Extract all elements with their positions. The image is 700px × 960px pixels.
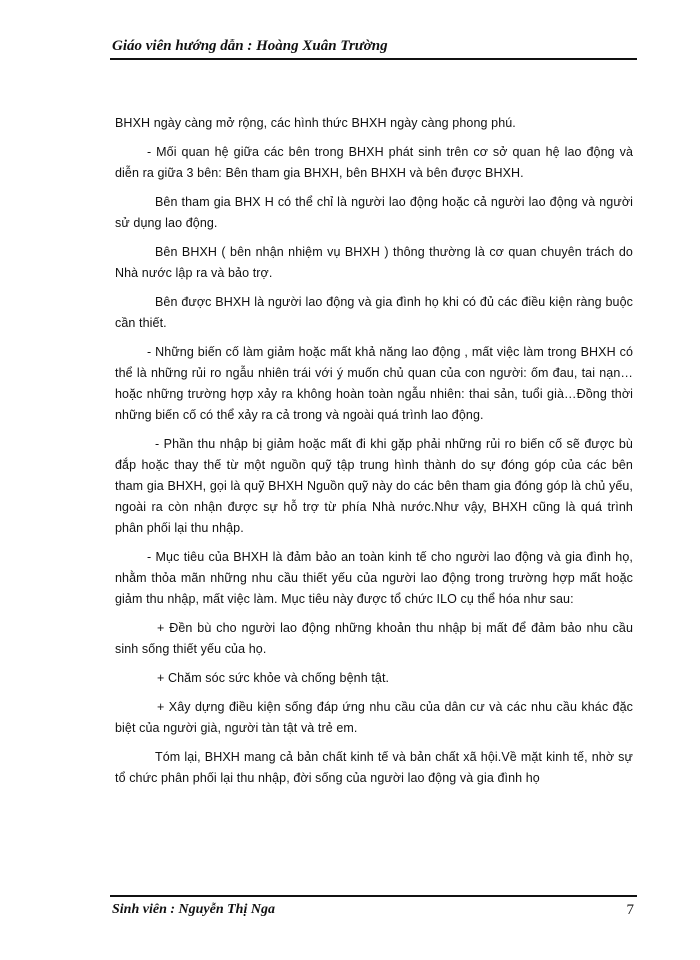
paragraph-10: + Chăm sóc sức khỏe và chống bệnh tật.: [157, 671, 390, 685]
paragraph-12: Tóm lại, BHXH mang cả bản chất kinh tế và bản chất xã hội.Về mặt kinh tế, nhờ sự tổ chức phân phối lại thu nhập, đời sống của người lao động và gia đình họ: [115, 750, 633, 785]
paragraph-1: BHXH ngày càng mở rộng, các hình thức BHXH ngày càng phong phú.: [115, 116, 516, 130]
paragraph-8: - Mục tiêu của BHXH là đảm bảo an toàn kinh tế cho người lao động và gia đình họ, nhằm thỏa mãn những nhu cầu thiết yếu của người lao động trong trường hợp mất hoặc giảm thu nhập, mất việc làm. Mục tiêu này được tổ chức ILO cụ thể hóa như sau:: [115, 550, 633, 606]
paragraph-9: + Đền bù cho người lao động những khoản thu nhập bị mất để đảm bảo nhu cầu sinh sống thiết yếu của họ.: [115, 621, 633, 656]
page-header-title: Giáo viên hướng dẫn : Hoàng Xuân Trường: [112, 38, 388, 54]
header-rule: [110, 58, 637, 60]
paragraph-4: Bên BHXH ( bên nhận nhiệm vụ BHXH ) thông thường là cơ quan chuyên trách do Nhà nước lập ra và bảo trợ.: [115, 245, 633, 280]
footer-rule: [110, 895, 637, 897]
page-number: 7: [626, 902, 634, 918]
paragraph-11: + Xây dựng điều kiện sống đáp ứng nhu cầu của dân cư và các nhu cầu khác đặc biệt của người già, người tàn tật và trẻ em.: [115, 700, 633, 735]
paragraph-5: Bên được BHXH là người lao động và gia đình họ khi có đủ các điều kiện ràng buộc cần thiết.: [115, 295, 633, 330]
footer-student-name: Sinh viên : Nguyễn Thị Nga: [112, 902, 275, 917]
document-body: [115, 113, 633, 797]
paragraph-6: - Những biến cố làm giảm hoặc mất khả năng lao động , mất việc làm trong BHXH có thể là những rủi ro ngẫu nhiên trái với ý muốn chủ quan của con người: ốm đau, tai nạn…hoặc những trường hợp xảy ra không hoàn toàn ngẫu nhiên: thai sản, tuổi già…Đồng thời những biến cố có thể xảy ra cả trong và ngoài quá trình lao động.: [115, 345, 633, 422]
paragraph-2: - Mối quan hệ giữa các bên trong BHXH phát sinh trên cơ sở quan hệ lao động và diễn ra giữa 3 bên: Bên tham gia BHXH, bên BHXH và bên được BHXH.: [115, 145, 633, 180]
paragraph-3: Bên tham gia BHX H có thể chỉ là người lao động hoặc cả người lao động và người sử dụng lao động.: [115, 195, 633, 230]
paragraph-7: - Phần thu nhập bị giảm hoặc mất đi khi gặp phải những rủi ro biến cố sẽ được bù đắp hoặc thay thế từ một nguồn quỹ tập trung hình thành do sự đóng góp của các bên tham gia BHXH, gọi là quỹ BHXH Nguồn quỹ này do các bên tham gia đóng góp là chủ yếu, ngoài ra còn nhận được sự hỗ trợ từ phía Nhà nước.Như vậy, BHXH cũng là quá trình phân phối lại thu nhập.: [115, 437, 633, 535]
